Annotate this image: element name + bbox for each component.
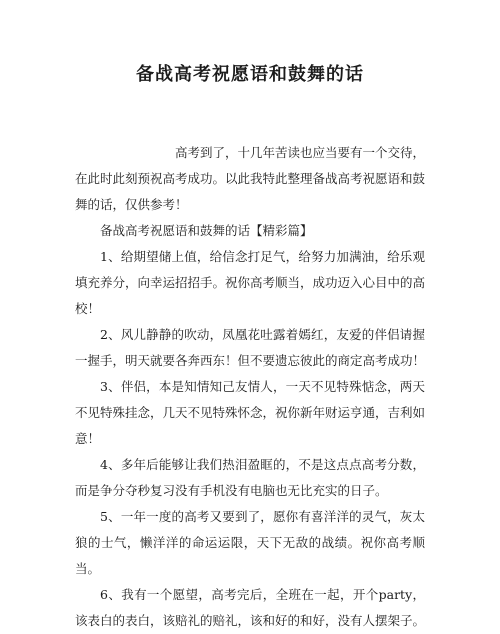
list-item: 3、伴侣，本是知情知己友情人，一天不见特殊惦念，两天不见特殊挂念，几天不见特殊怀念，祝你新年财运亨通，吉利如意！ xyxy=(75,379,426,446)
list-item: 2、风儿静静的吹动，凤凰花吐露着嫣红，友爱的伴侣请握一握手，明天就要各奔西东！但不要遗忘彼此的商定高考成功！ xyxy=(75,327,426,368)
list-item: 4、多年后能够让我们热泪盈眶的，不是这点点高考分数，而是争分夺秒复习没有手机没有电脑也无比充实的日子。 xyxy=(75,457,425,498)
section-heading: 备战高考祝愿语和鼓舞的话【精彩篇】 xyxy=(100,223,313,238)
list-item: 6、我有一个愿望，高考完后，全班在一起，开个party，该表白的表白，该赔礼的赔礼，该和好的和好，没有人摆架子。 xyxy=(75,587,426,628)
document-title: 备战高考祝愿语和鼓舞的话 xyxy=(136,64,364,85)
list-item: 5、一年一度的高考又要到了，愿你有喜洋洋的灵气，灰太狼的士气，懒洋洋的命运运限，天下无敌的战绩。祝你高考顺当。 xyxy=(75,509,425,576)
list-item: 1、给期望储上值，给信念打足气，给努力加满油，给乐观填充养分，向幸运招招手。祝你高考顺当，成功迈入心目中的高校！ xyxy=(75,249,426,316)
intro-paragraph: 高考到了，十几年苦读也应当要有一个交待，在此时此刻预祝高考成功。以此我特此整理备战高考祝愿语和鼓舞的话，仅供参考！ xyxy=(75,145,426,212)
document-body xyxy=(75,140,425,634)
